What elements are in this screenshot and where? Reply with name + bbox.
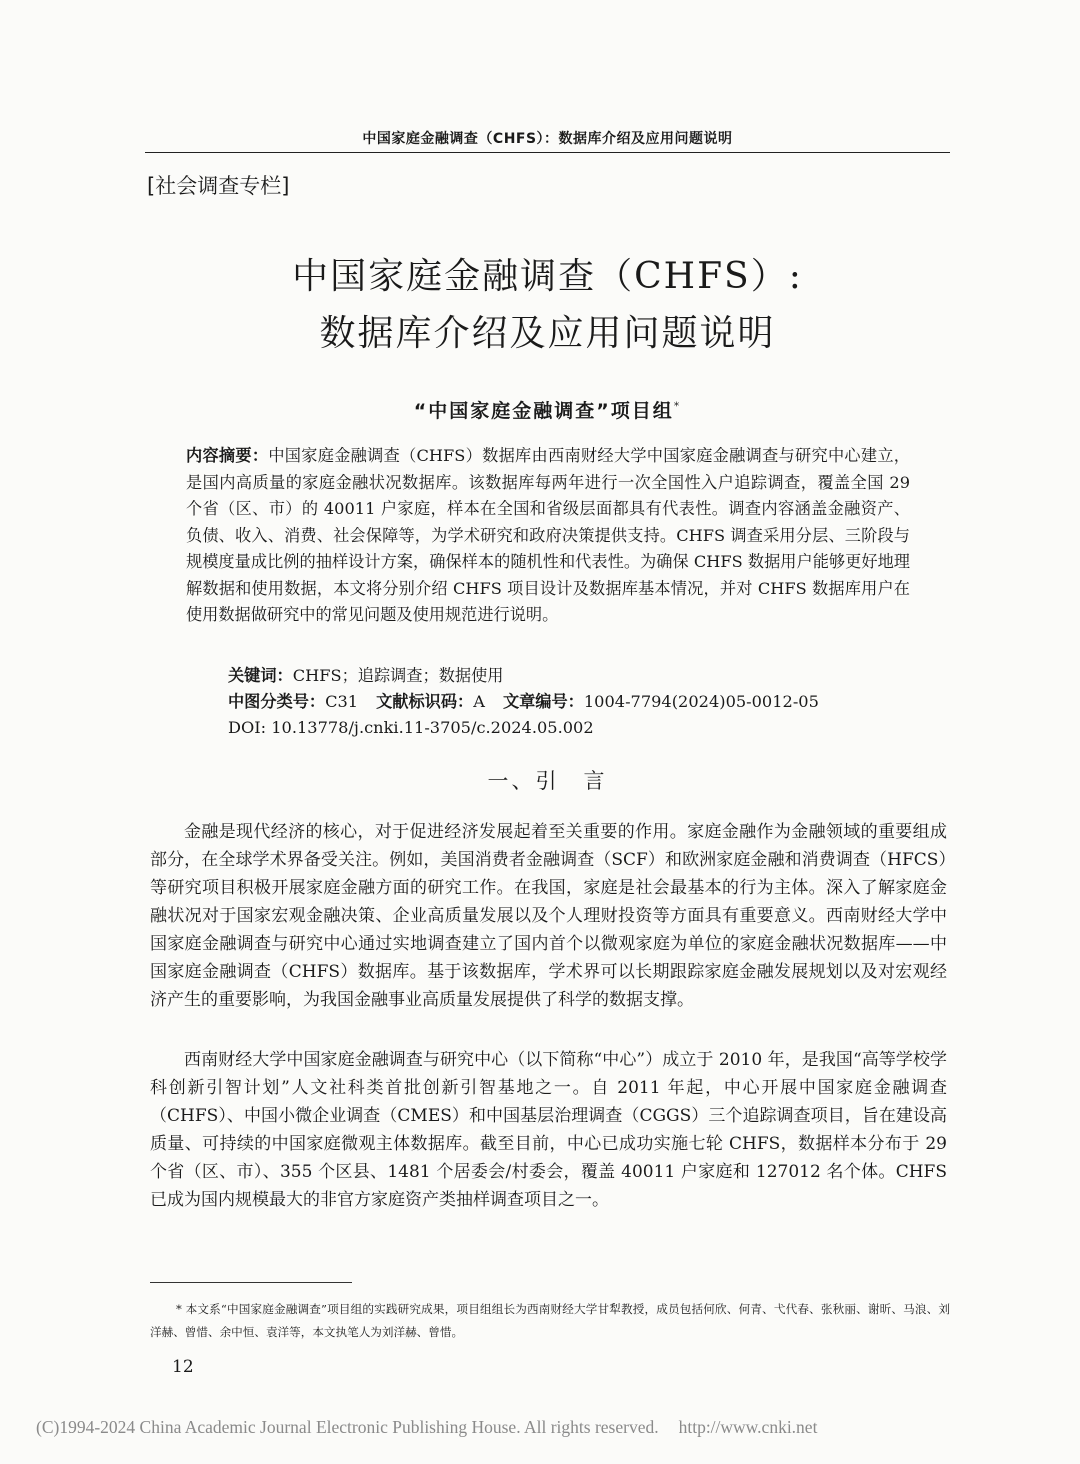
footnote-rule <box>150 1282 352 1283</box>
page-number: 12 <box>172 1357 194 1377</box>
column-label: [社会调查专栏] <box>147 174 290 198</box>
keywords-label: 关键词： <box>228 666 293 685</box>
article-title-line-1: 中国家庭金融调查（CHFS）: <box>292 256 803 297</box>
clc-label: 中图分类号： <box>228 692 326 711</box>
copyright-text: (C)1994-2024 China Academic Journal Electronic Publishing House. All rights reserved. <box>36 1417 659 1437</box>
doc-code-label: 文献标识码： <box>376 692 474 711</box>
classification-line <box>228 689 819 716</box>
authors: “中国家庭金融调查”项目组 <box>413 400 674 422</box>
body-paragraph-1: 金融是现代经济的核心，对于促进经济发展起着至关重要的作用。家庭金融作为金融领域的重要组成部分，在全球学术界备受关注。例如，美国消费者金融调查（SCF）和欧洲家庭金融和消费调查（HFCS）等研究项目积极开展家庭金融方面的研究工作。在我国，家庭是社会最基本的行为主体。深入了解家庭金融状况对于国家宏观金融决策、企业高质量发展以及个人理财投资等方面具有重要意义。西南财经大学中国家庭金融调查与研究中心通过实地调查建立了国内首个以微观家庭为单位的家庭金融状况数据库——中国家庭金融调查（CHFS）数据库。基于该数据库，学术界可以长期跟踪家庭金融发展规划以及对宏观经济产生的重要影响，为我国金融事业高质量发展提供了科学的数据支撑。 <box>150 822 947 1010</box>
abstract-text: 中国家庭金融调查（CHFS）数据库由西南财经大学中国家庭金融调查与研究中心建立，是国内高质量的家庭金融状况数据库。该数据库每两年进行一次全国性入户追踪调查，覆盖全国 29 个省（区、市）的 40011 户家庭，样本在全国和省级层面都具有代表性。调查内容涵盖金融资产、负债、收入、消费、社会保障等，为学术研究和政府决策提供支持。CHFS 调查采用分层、三阶段与规模度量成比例的抽样设计方案，确保样本的随机性和代表性。为确保 CHFS 数据用户能够更好地理解数据和使用数据，本文将分别介绍 CHFS 项目设计及数据库基本情况，并对 CHFS 数据库用户在使用数据做研究中的常见问题及使用规范进行说明。 <box>186 446 910 624</box>
article-number-value: 1004-7794(2024)05-0012-05 <box>583 692 819 711</box>
footnote: * 本文系“中国家庭金融调查”项目组的实践研究成果，项目组组长为西南财经大学甘犁教授，成员包括何欣、何青、弋代春、张秋丽、谢昕、马浪、刘洋赫、曾惜、余中恒、袁洋等，本文执笔人为刘洋赫、曾惜。 <box>150 1302 950 1339</box>
section-heading: 一、引 言 <box>487 769 608 793</box>
author-footnote-mark: * <box>673 399 682 413</box>
copyright-url[interactable]: http://www.cnki.net <box>678 1417 818 1437</box>
article-number-label: 文章编号： <box>502 692 584 711</box>
abstract <box>186 443 910 629</box>
body-paragraph-2: 西南财经大学中国家庭金融调查与研究中心（以下简称“中心”）成立于 2010 年，是我国“高等学校学科创新引智计划”人文社科类首批创新引智基地之一。自 2011 年起，中心开展中国家庭金融调查（CHFS）、中国小微企业调查（CMES）和中国基层治理调查（CGGS）三个追踪调查项目，旨在建设高质量、可持续的中国家庭微观主体数据库。截至目前，中心已成功实施七轮 CHFS，数据样本分布于 29 个省（区、市）、355 个区县、1481 个居委会/村委会，覆盖 40011 户家庭和 127012 名个体。CHFS 已成为国内规模最大的非官方家庭资产类抽样调查项目之一。 <box>150 1050 947 1210</box>
abstract-label: 内容摘要： <box>186 446 269 465</box>
clc-value: C31 <box>325 692 359 711</box>
article-title-line-2: 数据库介绍及应用问题说明 <box>319 313 776 354</box>
copyright-line <box>36 1417 1046 1438</box>
keywords-text: CHFS；追踪调查；数据使用 <box>292 666 504 685</box>
author-line <box>145 396 950 423</box>
doi: DOI: 10.13778/j.cnki.11-3705/c.2024.05.002 <box>228 718 594 737</box>
running-head: 中国家庭金融调查（CHFS）：数据库介绍及应用问题说明 <box>362 131 733 147</box>
doc-code-value: A <box>473 692 485 711</box>
header-rule <box>145 152 950 153</box>
keywords <box>228 663 503 690</box>
